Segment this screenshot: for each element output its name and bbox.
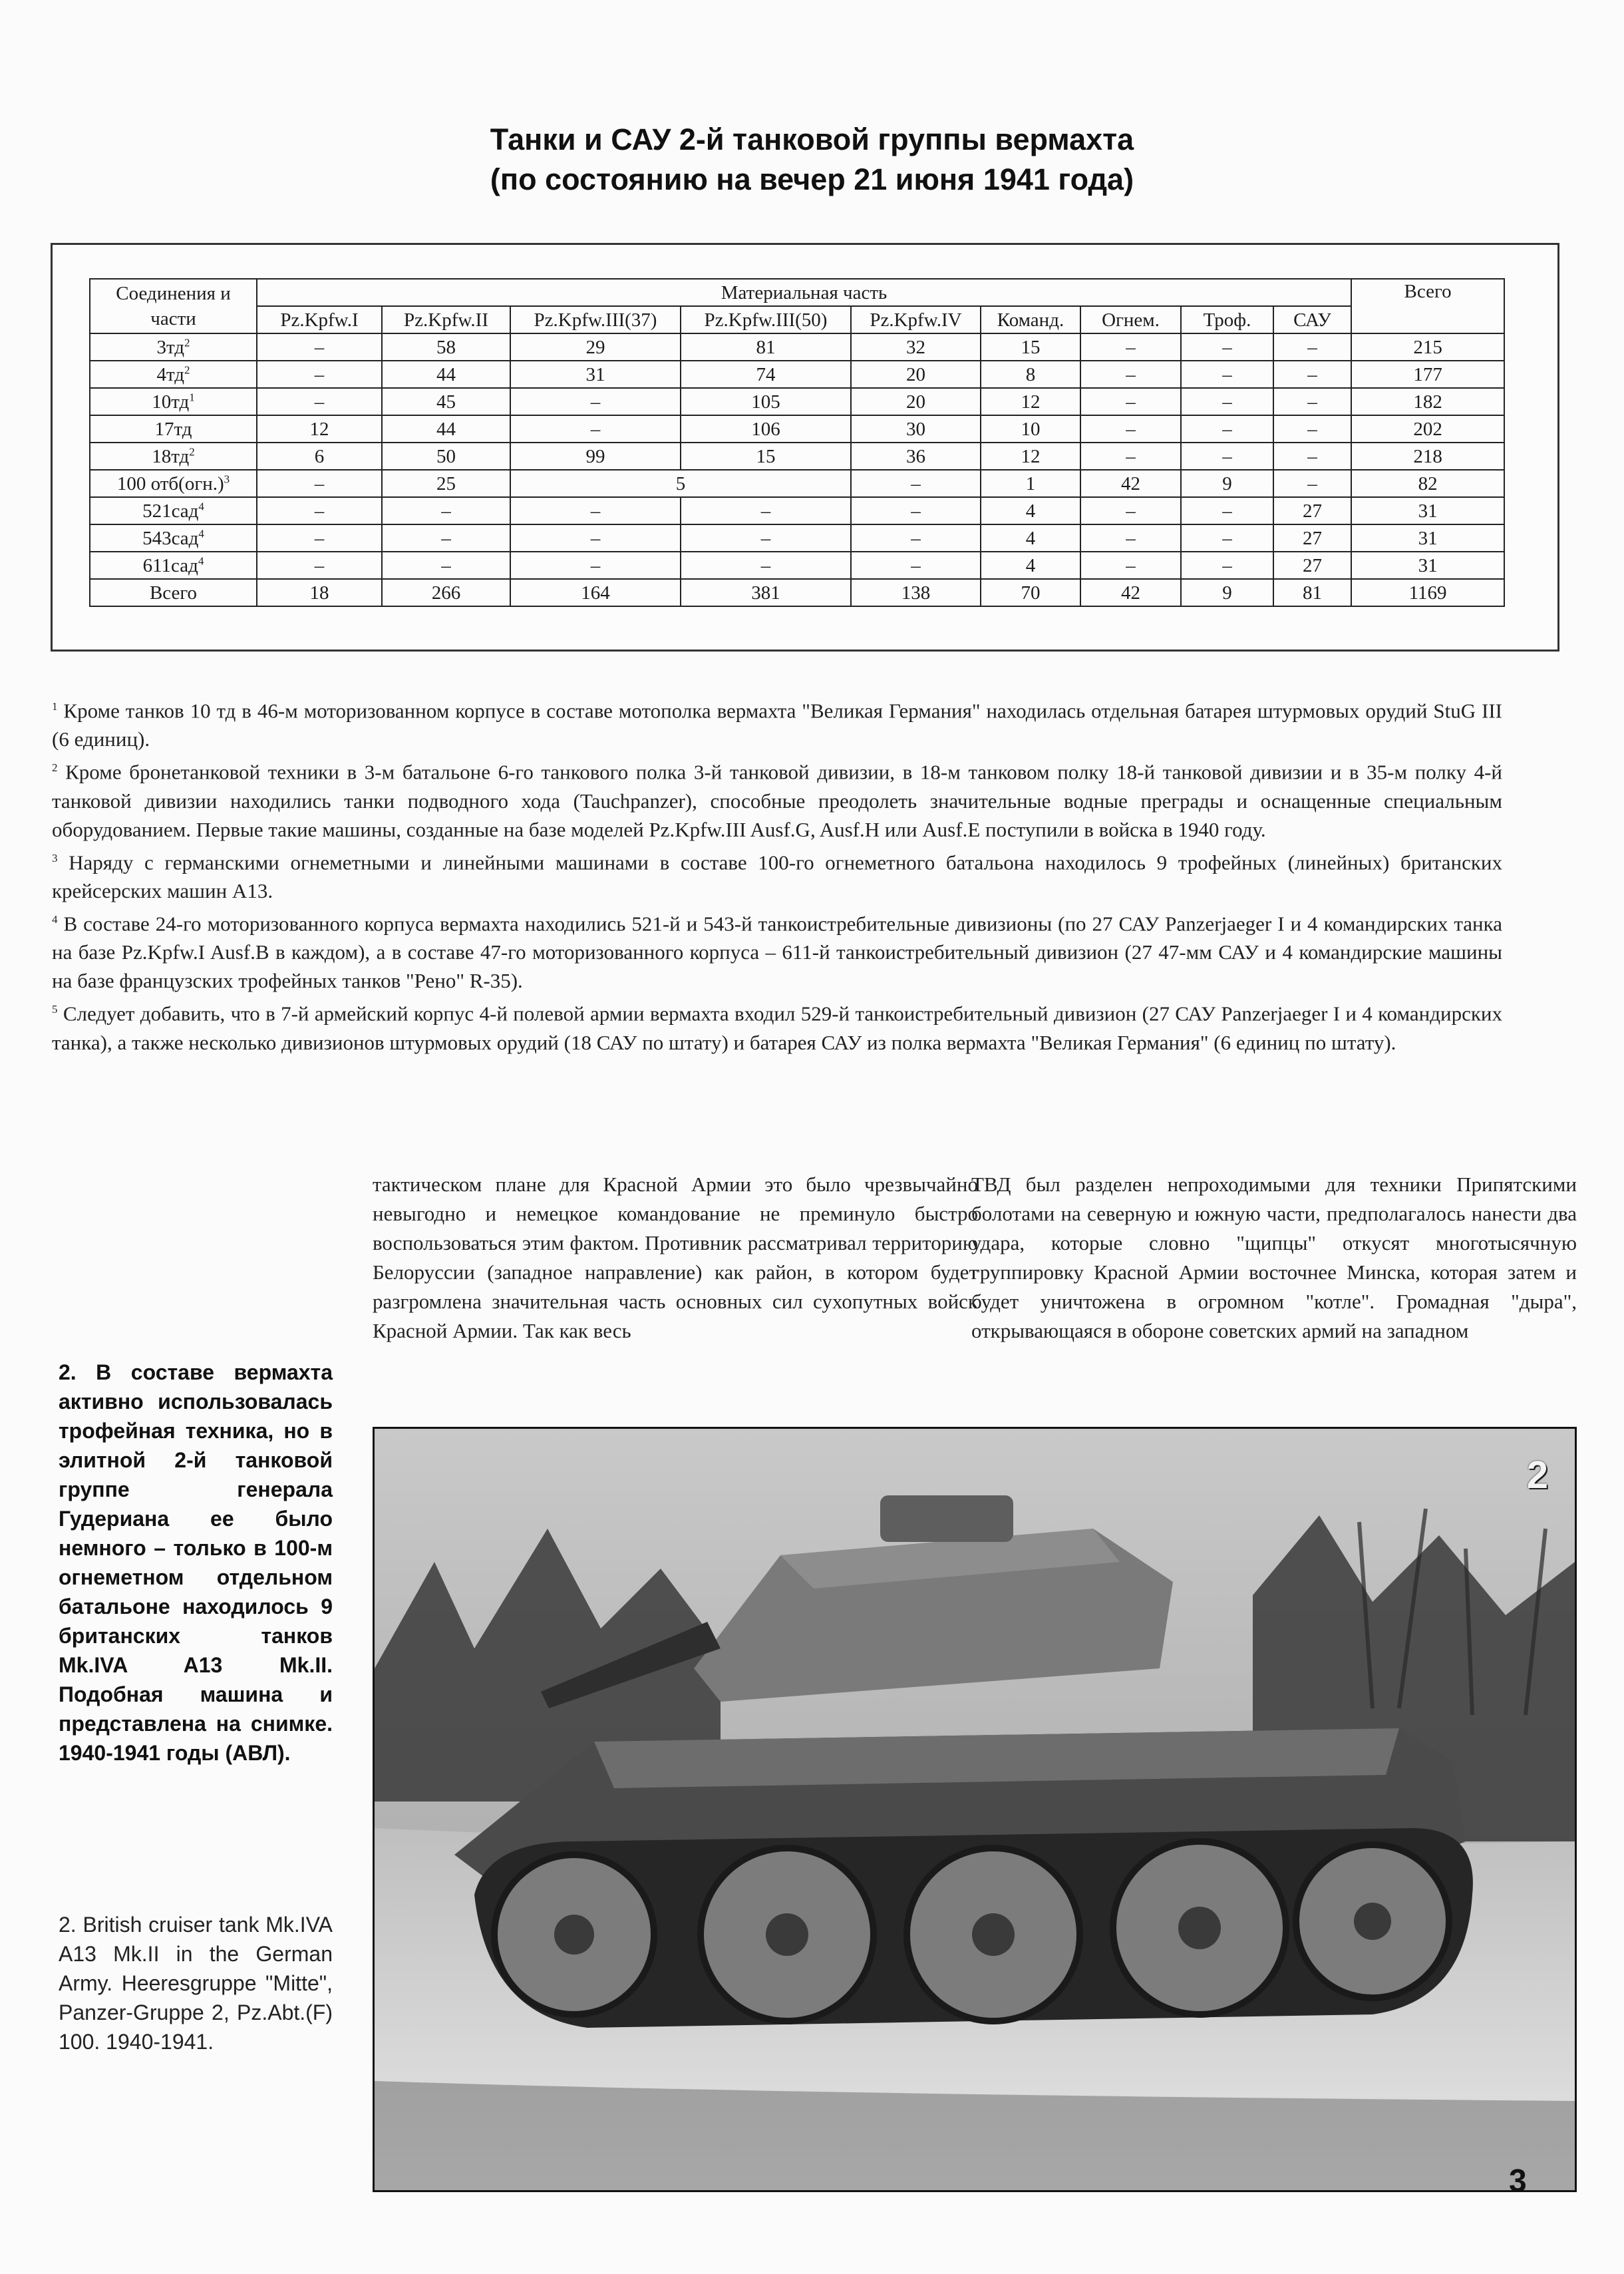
table-cell: 27 (1273, 552, 1351, 579)
table-row (90, 361, 1504, 388)
table-cell: 30 (851, 415, 981, 443)
header-col: Команд. (981, 306, 1080, 333)
table-cell: 106 (681, 415, 851, 443)
footnote: $^5$ Следует добавить, что в 7-й армейский корпус 4-й полевой армии вермахта входил 529-й танкоистребительный дивизион (27 САУ Panzerjaeger I и 4 командирских танка), а также несколько дивизионов штурмовых орудий (18 САУ по штату) и батарея САУ из полка вермахта "Великая Германия" (6 единиц по штату). (52, 1002, 1502, 1054)
footnote: $^1$ Кроме танков 10 тд в 46-м моторизованном корпусе в составе мотополка вермахта "Великая Германия" находилась отдельная батарея штурмовых орудий StuG III (6 единиц). (52, 699, 1503, 751)
body-column-2 (971, 1170, 1577, 1346)
tank-photo (373, 1427, 1577, 2192)
unit-cell: $10тд^1$ (90, 388, 257, 415)
table-cell: – (1181, 333, 1273, 361)
table-cell: – (851, 552, 981, 579)
table-cell: – (510, 524, 681, 552)
title-line-2: (по состоянию на вечер 21 июня 1941 года) (490, 162, 1134, 196)
footnote: $^2$ Кроме бронетанковой техники в 3-м батальоне 6-го танкового полка 3-й танковой дивизии, в 18-м танковом полку 18-й танковой дивизии и в 35-м полку 4-й танковой дивизии находились танки подводного хода (Tauchpanzer), способные преодолеть значительные водные преграды и оснащенные специальным оборудованием. Первые такие машины, созданные на базе моделей Pz.Kpfw.III Ausf.G, Ausf.H или Ausf.E поступили в войска в 1940 году. (52, 760, 1503, 841)
header-col: Pz.Kpfw.IV (851, 306, 981, 333)
table-cell: 4 (981, 497, 1080, 524)
unit-cell: 611сад$^4$ (90, 552, 257, 579)
table-cell: – (257, 333, 382, 361)
table-cell: 6 (257, 443, 382, 470)
table-row (90, 415, 1504, 443)
unit-cell: 100 $отб(огн.)^3$ (90, 470, 257, 497)
header-columns-row (90, 306, 1504, 333)
footnote: $^3$ Наряду с германскими огнеметными и линейными машинами в составе 100-го огнеметного батальона находилось 9 трофейных (линейных) британских крейсерских машин А13. (52, 850, 1502, 902)
table-cell: – (1273, 415, 1351, 443)
table-cell: 45 (382, 388, 510, 415)
header-col: САУ (1273, 306, 1351, 333)
table-cell: – (1181, 497, 1273, 524)
table-cell: – (257, 524, 382, 552)
table-cell: – (382, 552, 510, 579)
table-cell: 74 (681, 361, 851, 388)
header-total: Всего (1351, 279, 1504, 333)
table-cell: 12 (981, 443, 1080, 470)
table-cell: – (1181, 524, 1273, 552)
table-cell: 15 (981, 333, 1080, 361)
page-title (0, 120, 1624, 200)
table-cell: – (1181, 361, 1273, 388)
table-cell: – (1080, 524, 1181, 552)
table-cell: – (1273, 333, 1351, 361)
table-cell: 8 (981, 361, 1080, 388)
table-cell: 10 (981, 415, 1080, 443)
header-col: Pz.Kpfw.II (382, 306, 510, 333)
table-cell: – (1080, 552, 1181, 579)
table-cell: – (681, 524, 851, 552)
table-cell: 44 (382, 361, 510, 388)
table-row (90, 552, 1504, 579)
table-cell: 31 (510, 361, 681, 388)
total-cell: 177 (1351, 361, 1504, 388)
table-cell: 50 (382, 443, 510, 470)
table-cell: – (510, 497, 681, 524)
table-cell: 4 (981, 552, 1080, 579)
table-cell: 9 (1181, 579, 1273, 606)
table-row (90, 443, 1504, 470)
table-cell: 12 (257, 415, 382, 443)
table-cell: 42 (1080, 470, 1181, 497)
table-row-total (90, 579, 1504, 606)
table-cell: 266 (382, 579, 510, 606)
table-cell: 32 (851, 333, 981, 361)
table-cell: 138 (851, 579, 981, 606)
table-cell: – (851, 524, 981, 552)
table-cell: – (257, 497, 382, 524)
table-cell: – (257, 388, 382, 415)
table-cell: – (1273, 388, 1351, 415)
table-cell: 381 (681, 579, 851, 606)
photo-caption-en: 2. British cruiser tank Mk.IVA A13 Mk.II in the German Army. Heeresgruppe "Mitte", Panzer-Gruppe 2, Pz.Abt.(F) 100. 1940-1941. (59, 1913, 333, 2054)
header-unit: Соединения и части (90, 279, 257, 333)
unit-cell: 521сад$^4$ (90, 497, 257, 524)
table-cell: 81 (1273, 579, 1351, 606)
table-cell: – (1080, 443, 1181, 470)
table-cell: 105 (681, 388, 851, 415)
header-col: Pz.Kpfw.III(37) (510, 306, 681, 333)
table-cell: – (257, 361, 382, 388)
table-cell: 20 (851, 388, 981, 415)
header-col: Огнем. (1080, 306, 1181, 333)
table-cell: 99 (510, 443, 681, 470)
table-cell: 9 (1181, 470, 1273, 497)
table-cell: 27 (1273, 497, 1351, 524)
table-cell: 18 (257, 579, 382, 606)
photo-number: 2 (1526, 1453, 1548, 1497)
table-cell: – (1181, 443, 1273, 470)
table-cell: 29 (510, 333, 681, 361)
total-cell: 202 (1351, 415, 1504, 443)
header-material: Материальная часть (257, 279, 1351, 306)
body-text: ТВД был разделен непроходимыми для техники Припятскими болотами на северную и южную части, предполагалось нанести два удара, которые словно "щипцы" откусят многотысячную группировку Красной Армии восточнее Минска, которая затем и будет уничтожена в огромном "котле". Громадная "дыра", открывающаяся в обороне советских армий на западном (971, 1173, 1577, 1342)
table-cell: – (1273, 443, 1351, 470)
total-cell: 1169 (1351, 579, 1504, 606)
footnote: $^4$ В составе 24-го моторизованного корпуса вермахта находились 521-й и 543-й танкоистребительные дивизионы (по 27 САУ Panzerjaeger I и 4 командирских танка на базе Pz.Kpfw.I Ausf.B в каждом), а в составе 47-го моторизованного корпуса – 611-й танкоистребительный дивизион (27 47-мм САУ и 4 командирские машины на базе французских трофейных танков "Рено" R-35). (52, 912, 1502, 993)
table-cell: – (1181, 415, 1273, 443)
table-cell: – (1080, 415, 1181, 443)
table-cell: – (1080, 497, 1181, 524)
unit-cell: 17тд (90, 415, 257, 443)
table-cell: – (510, 388, 681, 415)
total-cell: 31 (1351, 497, 1504, 524)
table-cell: 58 (382, 333, 510, 361)
page-number: 3 (1509, 2164, 1527, 2199)
table-row (90, 333, 1504, 361)
table-cell: – (382, 497, 510, 524)
table-cell: 12 (981, 388, 1080, 415)
header-col: Троф. (1181, 306, 1273, 333)
total-cell: 215 (1351, 333, 1504, 361)
table-cell: – (1273, 361, 1351, 388)
table-cell: – (257, 552, 382, 579)
table-cell: – (1181, 552, 1273, 579)
unit-cell: 543сад$^4$ (90, 524, 257, 552)
unit-cell: $3тд^2$ (90, 333, 257, 361)
table-cell: – (510, 552, 681, 579)
table-cell: – (1080, 361, 1181, 388)
header-col: Pz.Kpfw.III(50) (681, 306, 851, 333)
table-cell: – (681, 552, 851, 579)
table-cell: 4 (981, 524, 1080, 552)
table-cell: 70 (981, 579, 1080, 606)
table-cell: 81 (681, 333, 851, 361)
unit-cell: $4тд^2$ (90, 361, 257, 388)
body-text: тактическом плане для Красной Армии это было чрезвычайно невыгодно и немецкое командование не преминуло быстро воспользоваться этим фактом. Противник рассматривал территорию Белоруссии (западное направление) как район, в котором будет разгромлена значительная часть основных сил сухопутных войск Красной Армии. Так как весь (373, 1173, 978, 1342)
table-cell-merged: 5 (510, 470, 851, 497)
title-line-1: Танки и САУ 2-й танковой группы вермахта (490, 122, 1134, 156)
header-col: Pz.Kpfw.I (257, 306, 382, 333)
table-cell: – (510, 415, 681, 443)
total-cell: 218 (1351, 443, 1504, 470)
table-cell: – (1080, 333, 1181, 361)
table-row (90, 524, 1504, 552)
total-cell: 31 (1351, 552, 1504, 579)
total-cell: 82 (1351, 470, 1504, 497)
table-cell: – (1080, 388, 1181, 415)
table-cell: – (382, 524, 510, 552)
table-cell: 25 (382, 470, 510, 497)
tanks-table (89, 278, 1505, 607)
table-row (90, 388, 1504, 415)
table-cell: – (681, 497, 851, 524)
total-cell: 31 (1351, 524, 1504, 552)
table-cell: 1 (981, 470, 1080, 497)
table-cell: – (257, 470, 382, 497)
table-row (90, 497, 1504, 524)
photo-caption-ru: 2. В составе вермахта активно использовалась трофейная техника, но в элитной 2-й танковой группе генерала Гудериана ее было немного – только в 100-м огнеметном отдельном батальоне находилось 9 британских танков Mk.IVA A13 Mk.II. Подобная машина и представлена на снимке. 1940-1941 годы (АВЛ). (59, 1360, 333, 1765)
table-cell: 44 (382, 415, 510, 443)
table-cell: 27 (1273, 524, 1351, 552)
table-cell: – (1181, 388, 1273, 415)
table-cell: 42 (1080, 579, 1181, 606)
table-cell: 20 (851, 361, 981, 388)
footnotes (52, 692, 1502, 1057)
table-cell: – (851, 497, 981, 524)
table-cell: 36 (851, 443, 981, 470)
tank-illustration (375, 1429, 1575, 2190)
table-cell: – (851, 470, 981, 497)
table-row (90, 470, 1504, 497)
unit-cell: Всего (90, 579, 257, 606)
table-cell: 164 (510, 579, 681, 606)
table-cell: – (1273, 470, 1351, 497)
unit-cell: $18тд^2$ (90, 443, 257, 470)
body-column-1 (373, 1170, 978, 1346)
table-cell: 15 (681, 443, 851, 470)
total-cell: 182 (1351, 388, 1504, 415)
